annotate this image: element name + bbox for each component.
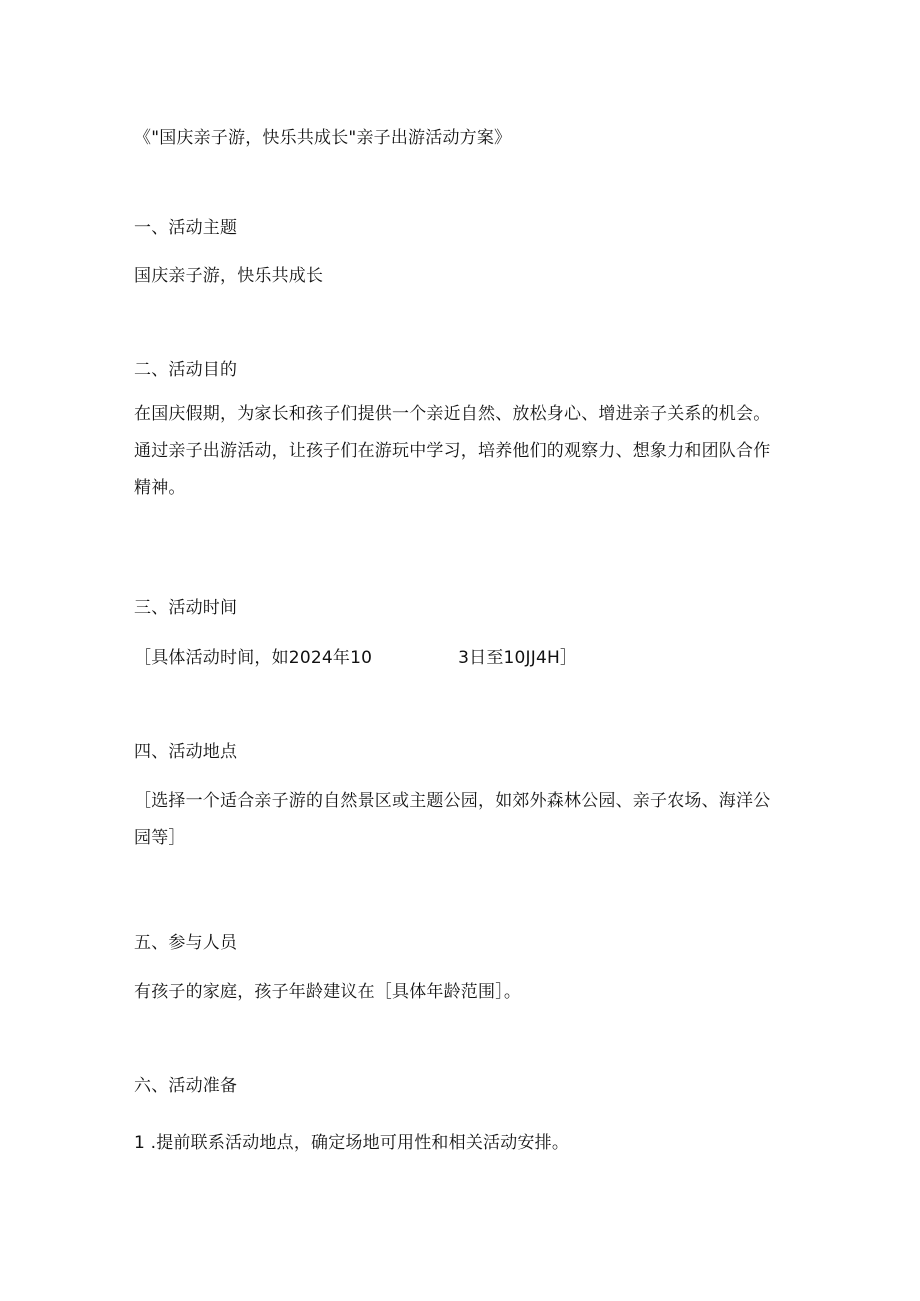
time-text-start: ［具体活动时间，如2024年10 xyxy=(134,648,373,668)
section-heading-preparation: 六、活动准备 xyxy=(134,1076,238,1096)
section-body-theme: 国庆亲子游，快乐共成长 xyxy=(134,266,324,286)
section-heading-participants: 五、参与人员 xyxy=(134,933,238,953)
section-body-time xyxy=(134,648,577,668)
list-item: 1 .提前联系活动地点，确定场地可用性和相关活动安排。 xyxy=(134,1133,570,1153)
section-heading-location: 四、活动地点 xyxy=(134,742,238,762)
time-text-end: 3日至10JJ4H］ xyxy=(458,648,578,668)
section-body-location: ［选择一个适合亲子游的自然景区或主题公园，如郊外森林公园、亲子农场、海洋公园等］ xyxy=(134,791,771,848)
document-title: 《"国庆亲子游，快乐共成长"亲子出游活动方案》 xyxy=(134,128,512,148)
section-heading-purpose: 二、活动目的 xyxy=(134,360,238,380)
section-body-purpose: 在国庆假期，为家长和孩子们提供一个亲近自然、放松身心、增进亲子关系的机会。通过亲子出游活动，让孩子们在游玩中学习，培养他们的观察力、想象力和团队合作精神。 xyxy=(134,404,771,498)
section-body-participants: 有孩子的家庭，孩子年龄建议在［具体年龄范围］。 xyxy=(134,982,522,1002)
section-heading-time: 三、活动时间 xyxy=(134,598,238,618)
section-heading-theme: 一、活动主题 xyxy=(134,218,238,238)
